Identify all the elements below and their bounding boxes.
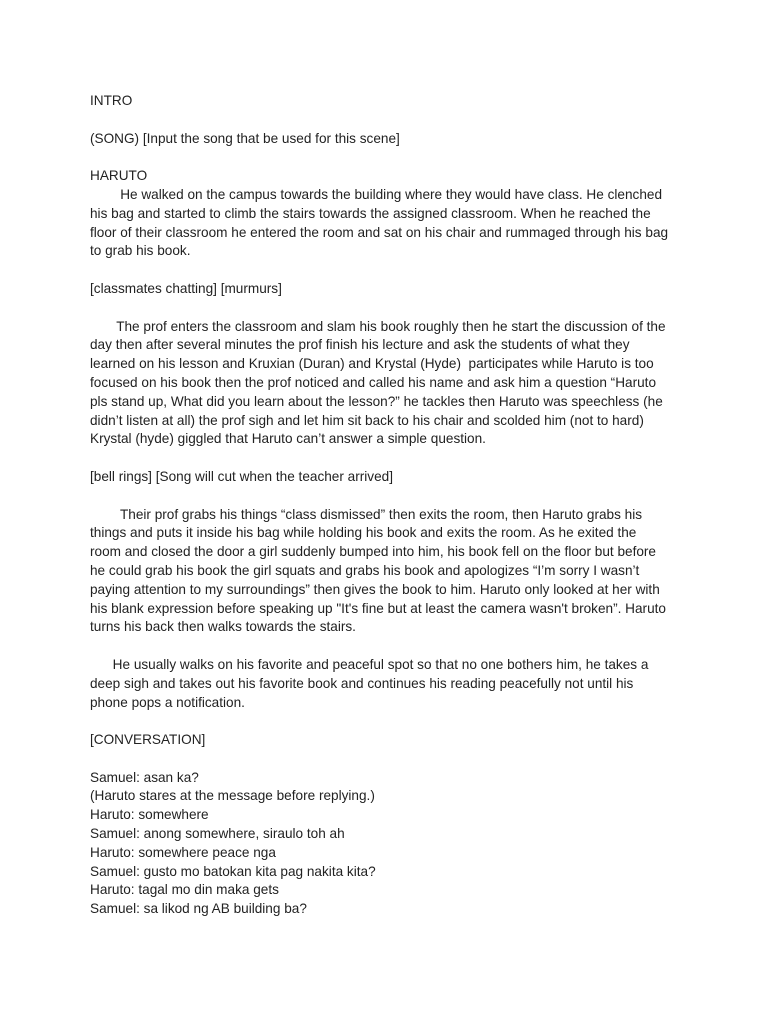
conversation-transcript	[90, 769, 682, 919]
paragraph-line: Their prof grabs his things “class dismissed” then exits the room, then Haruto grabs his	[90, 506, 643, 522]
paragraph-line: phone pops a notification.	[90, 694, 245, 710]
paragraph-favorite-spot	[90, 656, 682, 712]
paragraph-line: focused on his book then the prof noticed and called his name and ask him a question “Haruto	[90, 374, 657, 390]
paragraph-line: deep sigh and takes out his favorite book and continues his reading peacefully not until his	[90, 675, 634, 691]
paragraph-line: turns his back then walks towards the stairs.	[90, 619, 356, 635]
song-cue: (SONG) [Input the song that be used for this scene]	[90, 130, 400, 146]
paragraph-line: room and closed the door a girl suddenly bumped into him, his book fell on the floor but before	[90, 544, 656, 560]
paragraph-line: his blank expression before speaking up "It's fine but at least the camera wasn't broken”. Haruto	[90, 600, 666, 616]
conversation-line: Samuel: sa likod ng AB building ba?	[90, 901, 307, 917]
conversation-line: Samuel: asan ka?	[90, 769, 199, 785]
conversation-line: Samuel: anong somewhere, siraulo toh ah	[90, 826, 345, 842]
paragraph-arrival	[90, 186, 682, 261]
document-body	[90, 92, 682, 919]
paragraph-line: Krystal (hyde) giggled that Haruto can’t answer a simple question.	[90, 431, 486, 447]
paragraph-line: things and puts it inside his bag while holding his book and exits the room. As he exited the	[90, 525, 637, 541]
paragraph-line: The prof enters the classroom and slam his book roughly then he start the discussion of the	[90, 318, 666, 334]
paragraph-line: paying attention to my surroundings” then gives the book to him. Haruto only looked at her with	[90, 581, 660, 597]
paragraph-line: learned on his lesson and Kruxian (Duran) and Krystal (Hyde) participates while Haruto is too	[90, 356, 654, 372]
paragraph-line: pls stand up, What did you learn about the lesson?” he tackles then Haruto was speechless (he	[90, 393, 663, 409]
section-heading: INTRO	[90, 93, 133, 108]
paragraph-line: his bag and started to climb the stairs towards the assigned classroom. When he reached the	[90, 205, 651, 221]
paragraph-line: floor of their classroom he entered the room and sat on his chair and rummaged through his bag	[90, 224, 669, 240]
conversation-heading: [CONVERSATION]	[90, 732, 206, 748]
paragraph-line: didn’t listen at all) the prof sigh and let him sit back to his chair and scolded him (not to hard)	[90, 412, 644, 428]
paragraph-dismissal	[90, 506, 682, 638]
sound-cue-bell: [bell rings] [Song will cut when the teacher arrived]	[90, 468, 393, 484]
conversation-line: Haruto: tagal mo din maka gets	[90, 882, 279, 898]
paragraph-line: to grab his book.	[90, 243, 191, 259]
conversation-line: (Haruto stares at the message before replying.)	[90, 788, 375, 804]
paragraph-line: He walked on the campus towards the building where they would have class. He clenched	[90, 186, 663, 202]
paragraph-line: he could grab his book the girl squats and grabs his book and apologizes “I’m sorry I wasn’t	[90, 562, 640, 578]
paragraph-lecture	[90, 318, 682, 450]
paragraph-line: day then after several minutes the prof finish his lecture and ask the students of what they	[90, 337, 630, 353]
conversation-line: Samuel: gusto mo batokan kita pag nakita kita?	[90, 863, 376, 879]
paragraph-line: He usually walks on his favorite and peaceful spot so that no one bothers him, he takes a	[90, 656, 649, 672]
conversation-line: Haruto: somewhere peace nga	[90, 844, 276, 860]
sound-cue-chatting: [classmates chatting] [murmurs]	[90, 280, 282, 296]
character-name: HARUTO	[90, 168, 148, 184]
conversation-line: Haruto: somewhere	[90, 807, 209, 823]
